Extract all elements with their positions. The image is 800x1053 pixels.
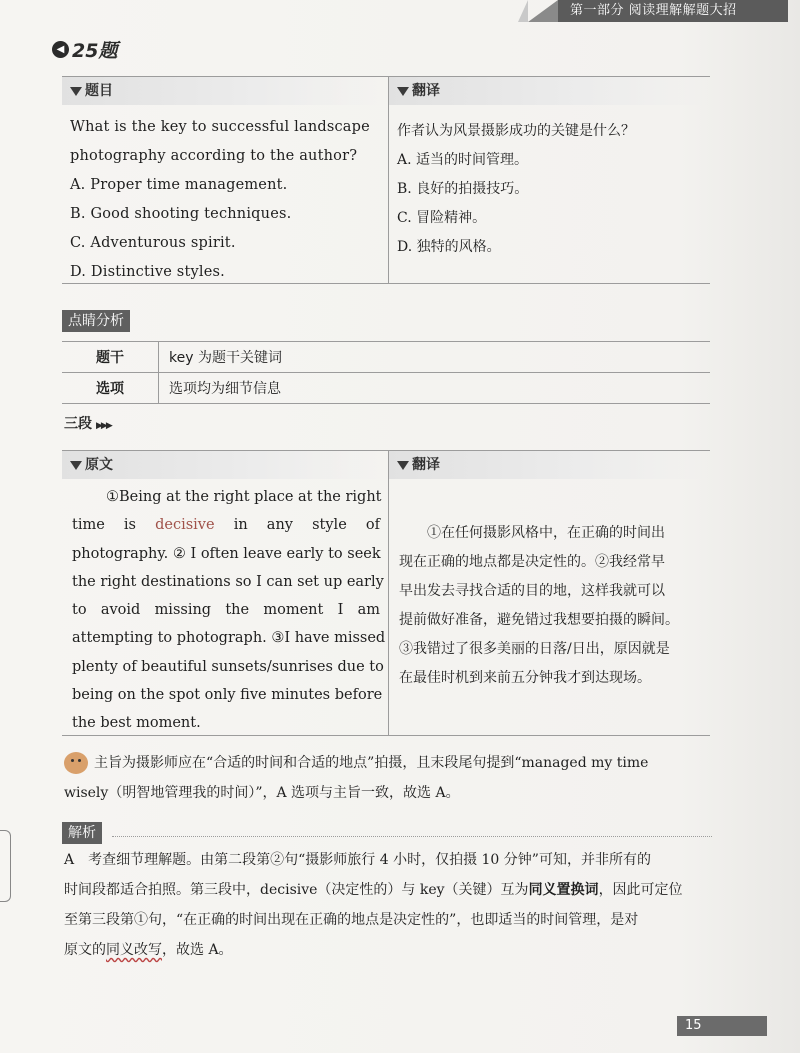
translation-line: 现在正确的地点都是决定性的。②我经常早 bbox=[399, 554, 665, 570]
passage-line: attempting to photograph. ③I have missed bbox=[72, 630, 386, 647]
translation-line: 在最佳时机到来前五分钟我才到达现场。 bbox=[399, 670, 651, 686]
analysis-key: 题干 bbox=[62, 342, 159, 373]
question-line: What is the key to successful landscape bbox=[70, 119, 370, 135]
translation-line: ③我错过了很多美丽的日落/日出，原因就是 bbox=[399, 641, 670, 657]
word: in bbox=[233, 517, 248, 534]
analysis-value: key 为题干关键词 bbox=[159, 342, 711, 373]
page-number: 15 bbox=[677, 1016, 767, 1036]
original-column bbox=[62, 451, 388, 735]
passage-line: plenty of beautiful sunsets/sunrises due to bbox=[72, 658, 384, 675]
question-column bbox=[62, 77, 388, 283]
analysis-value: 选项均为细节信息 bbox=[159, 373, 711, 404]
side-bracket bbox=[0, 830, 11, 902]
word: missing bbox=[154, 602, 212, 619]
translation-column bbox=[389, 77, 710, 283]
option-c: C. Adventurous spirit. bbox=[70, 235, 236, 251]
translation-heading-label: 翻译 bbox=[412, 83, 440, 99]
explanation-text-span: ，因此可定位 bbox=[598, 882, 683, 898]
mascot-icon bbox=[64, 752, 88, 774]
analysis-table bbox=[62, 341, 710, 404]
triangle-down-icon bbox=[70, 87, 82, 96]
triple-arrow-icon: ▶▶▶ bbox=[96, 421, 111, 431]
word: to bbox=[72, 602, 87, 619]
word: avoid bbox=[100, 602, 141, 619]
arrow-left-icon: ◀ bbox=[52, 41, 69, 58]
tip-text: 主旨为摄影师应在“合适的时间和合适的地点”拍摄，且末段尾句提到“managed my time bbox=[94, 755, 649, 771]
word: I bbox=[337, 602, 344, 619]
passage-translation-column bbox=[389, 451, 710, 735]
translation-option-d: D. 独特的风格。 bbox=[397, 239, 501, 255]
translation-line: 作者认为风景摄影成功的关键是什么？ bbox=[397, 123, 635, 139]
keyword-decisive: decisive bbox=[155, 517, 215, 534]
main-idea-tip bbox=[64, 748, 712, 808]
translation-option-c: C. 冒险精神。 bbox=[397, 210, 487, 226]
explanation-line bbox=[64, 875, 714, 905]
section-title bbox=[64, 413, 111, 433]
passage-line: the right destinations so I can set up early bbox=[72, 573, 384, 590]
section-header: 第一部分 阅读理解解题大招 bbox=[558, 0, 788, 22]
explanation-line: 至第三段第①句，“在正确的时间出现在正确的地点是决定性的”，也即适当的时间管理，是对 bbox=[64, 912, 639, 928]
word: is bbox=[123, 517, 136, 534]
passage-line: the best moment. bbox=[72, 715, 201, 732]
word: style bbox=[312, 517, 347, 534]
option-b: B. Good shooting techniques. bbox=[70, 206, 292, 222]
passage-translation-heading bbox=[389, 451, 710, 479]
passage-line bbox=[72, 511, 380, 539]
passage-line: photography. ② I often leave early to seek bbox=[72, 545, 381, 562]
question-heading-label: 题目 bbox=[85, 83, 113, 99]
triangle-down-icon bbox=[70, 461, 82, 470]
word: the bbox=[225, 602, 250, 619]
passage-line bbox=[72, 596, 380, 624]
tip-line: wisely（明智地管理我的时间）”，A 选项与主旨一致，故选 A。 bbox=[64, 785, 460, 801]
passage-box bbox=[62, 450, 710, 736]
word: of bbox=[365, 517, 380, 534]
translation-text bbox=[389, 105, 710, 262]
explanation-line bbox=[64, 935, 714, 965]
original-text bbox=[62, 479, 388, 738]
word: time bbox=[72, 517, 105, 534]
translation-line: ①在任何摄影风格中，在正确的时间出 bbox=[427, 525, 665, 541]
question-number bbox=[52, 36, 117, 63]
passage-line: being on the spot only five minutes before bbox=[72, 687, 383, 704]
question-text bbox=[62, 105, 388, 287]
triangle-down-icon bbox=[397, 87, 409, 96]
translation-line: 早出发去寻找合适的目的地，这样我就可以 bbox=[399, 583, 665, 599]
explanation-label: 解析 bbox=[62, 822, 102, 844]
analysis-key: 选项 bbox=[62, 373, 159, 404]
table-row bbox=[62, 342, 710, 373]
word: am bbox=[357, 602, 380, 619]
word: any bbox=[266, 517, 293, 534]
translation-line: 提前做好准备，避免错过我想要拍摄的瞬间。 bbox=[399, 612, 679, 628]
question-heading bbox=[62, 77, 388, 105]
explanation-text-span: 原文的 bbox=[64, 942, 106, 958]
passage-translation-heading-label: 翻译 bbox=[412, 457, 440, 473]
analysis-label: 点睛分析 bbox=[62, 310, 130, 332]
highlight-paraphrase: 同义改写 bbox=[106, 942, 162, 958]
explanation-text-span: ，故选 A。 bbox=[162, 942, 233, 958]
option-a: A. Proper time management. bbox=[70, 177, 288, 193]
explanation-text-span: 时间段都适合拍照。第三段中，decisive（决定性的）与 key（关键）互为 bbox=[64, 882, 529, 898]
explanation-text bbox=[64, 845, 714, 965]
triangle-down-icon bbox=[397, 461, 409, 470]
dotted-divider bbox=[112, 836, 712, 837]
table-row bbox=[62, 373, 710, 404]
option-d: D. Distinctive styles. bbox=[70, 264, 225, 280]
tip-line bbox=[64, 748, 712, 778]
original-heading-label: 原文 bbox=[85, 457, 113, 473]
word: moment bbox=[263, 602, 324, 619]
passage-translation-text bbox=[389, 479, 710, 693]
question-box bbox=[62, 76, 710, 284]
translation-heading bbox=[389, 77, 710, 105]
highlight-synonym: 同义置换词 bbox=[528, 882, 599, 898]
question-line: photography according to the author? bbox=[70, 148, 358, 164]
translation-option-b: B. 良好的拍摄技巧。 bbox=[397, 181, 529, 197]
translation-option-a: A. 适当的时间管理。 bbox=[397, 152, 529, 168]
question-number-label: 25题 bbox=[72, 40, 118, 62]
section-title-text: 三段 bbox=[64, 416, 92, 432]
passage-line: ①Being at the right place at the right bbox=[106, 489, 382, 505]
original-heading bbox=[62, 451, 388, 479]
explanation-line: A 考查细节理解题。由第二段第②句“摄影师旅行 4 小时，仅拍摄 10 分钟”可知，并非所有的 bbox=[64, 852, 651, 868]
